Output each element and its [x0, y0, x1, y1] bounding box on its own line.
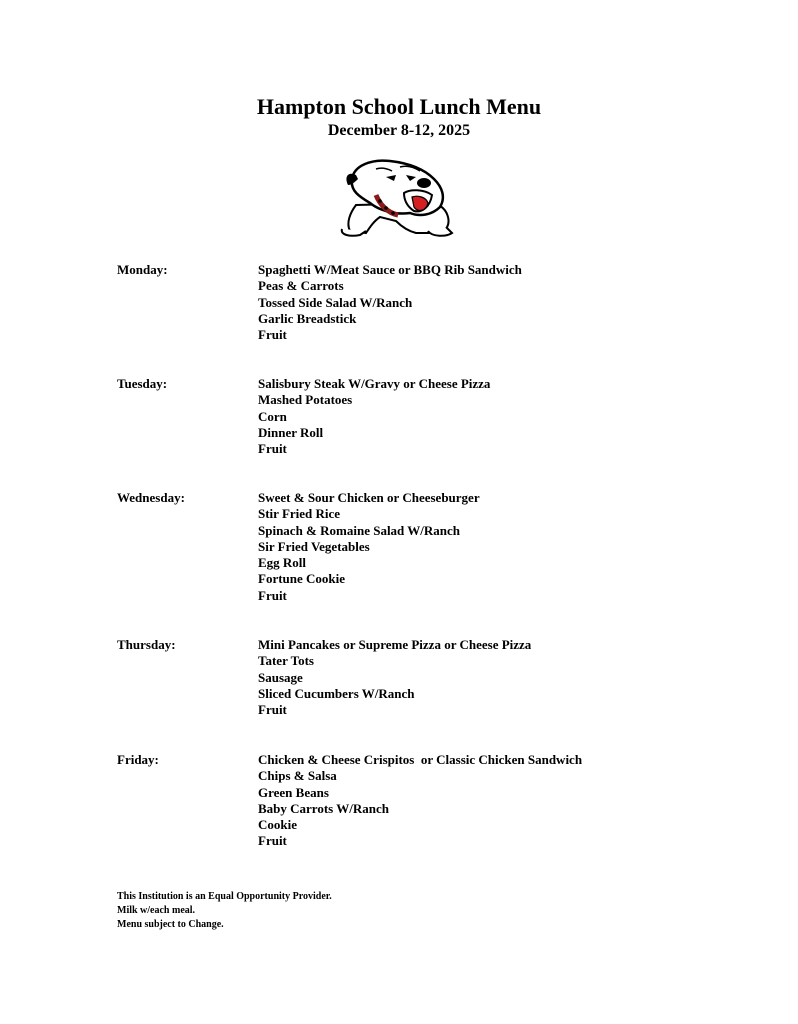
- menu-item: Dinner Roll: [258, 424, 324, 440]
- menu-items: [258, 752, 582, 850]
- menu-item: Spaghetti W/Meat Sauce or BBQ Rib Sandwich: [258, 262, 522, 277]
- date-range: December 8-12, 2025: [327, 122, 471, 139]
- day-label: Thursday:: [117, 637, 176, 652]
- day-label: Tuesday:: [117, 376, 168, 391]
- menu-item: Stir Fried Rice: [258, 506, 341, 522]
- footer-notes: [117, 890, 332, 932]
- menu-item: Fortune Cookie: [258, 571, 346, 587]
- menu-item: Tater Tots: [258, 653, 314, 669]
- menu-item: Cookie: [258, 817, 297, 833]
- menu-change-note: Menu subject to Change.: [117, 919, 224, 930]
- menu-item: Spinach & Romaine Salad W/Ranch: [258, 522, 461, 538]
- bulldog-mascot-icon: [336, 155, 460, 239]
- day-label: Monday:: [117, 262, 168, 277]
- menu-item: Salisbury Steak W/Gravy or Cheese Pizza: [258, 376, 491, 391]
- page-title: Hampton School Lunch Menu: [256, 94, 542, 119]
- milk-note: Milk w/each meal.: [117, 905, 196, 916]
- menu-item: Chicken & Cheese Crispitos or Classic Chicken Sandwich: [258, 752, 583, 767]
- equal-opportunity-note: This Institution is an Equal Opportunity Provider.: [117, 891, 332, 902]
- menu-item: Peas & Carrots: [258, 278, 344, 294]
- menu-item: Mashed Potatoes: [258, 392, 353, 408]
- menu-item: Mini Pancakes or Supreme Pizza or Cheese Pizza: [258, 637, 532, 652]
- menu-item: Baby Carrots W/Ranch: [258, 800, 389, 816]
- menu-item: Sliced Cucumbers W/Ranch: [258, 685, 415, 701]
- menu-item: Fruit: [258, 327, 287, 343]
- menu-item: Sausage: [258, 669, 303, 685]
- menu-item: Garlic Breadstick: [258, 310, 357, 326]
- menu-item: Fruit: [258, 702, 287, 718]
- day-label: Wednesday:: [117, 490, 185, 505]
- menu-item: Sweet & Sour Chicken or Cheeseburger: [258, 490, 480, 505]
- menu-items: [258, 490, 480, 604]
- menu-item: Sir Fried Vegetables: [258, 538, 370, 554]
- day-label: Friday:: [117, 752, 159, 767]
- menu-item: Corn: [258, 408, 287, 424]
- menu-item: Fruit: [258, 833, 287, 849]
- menu-item: Fruit: [258, 587, 287, 603]
- menu-items: [258, 637, 531, 718]
- menu-item: Fruit: [258, 441, 287, 457]
- menu-items: [258, 262, 522, 343]
- menu-item: Chips & Salsa: [258, 768, 337, 784]
- menu-item: Tossed Side Salad W/Ranch: [258, 294, 413, 310]
- menu-item: Green Beans: [258, 784, 329, 800]
- menu-items: [258, 376, 490, 457]
- menu-item: Egg Roll: [258, 555, 307, 571]
